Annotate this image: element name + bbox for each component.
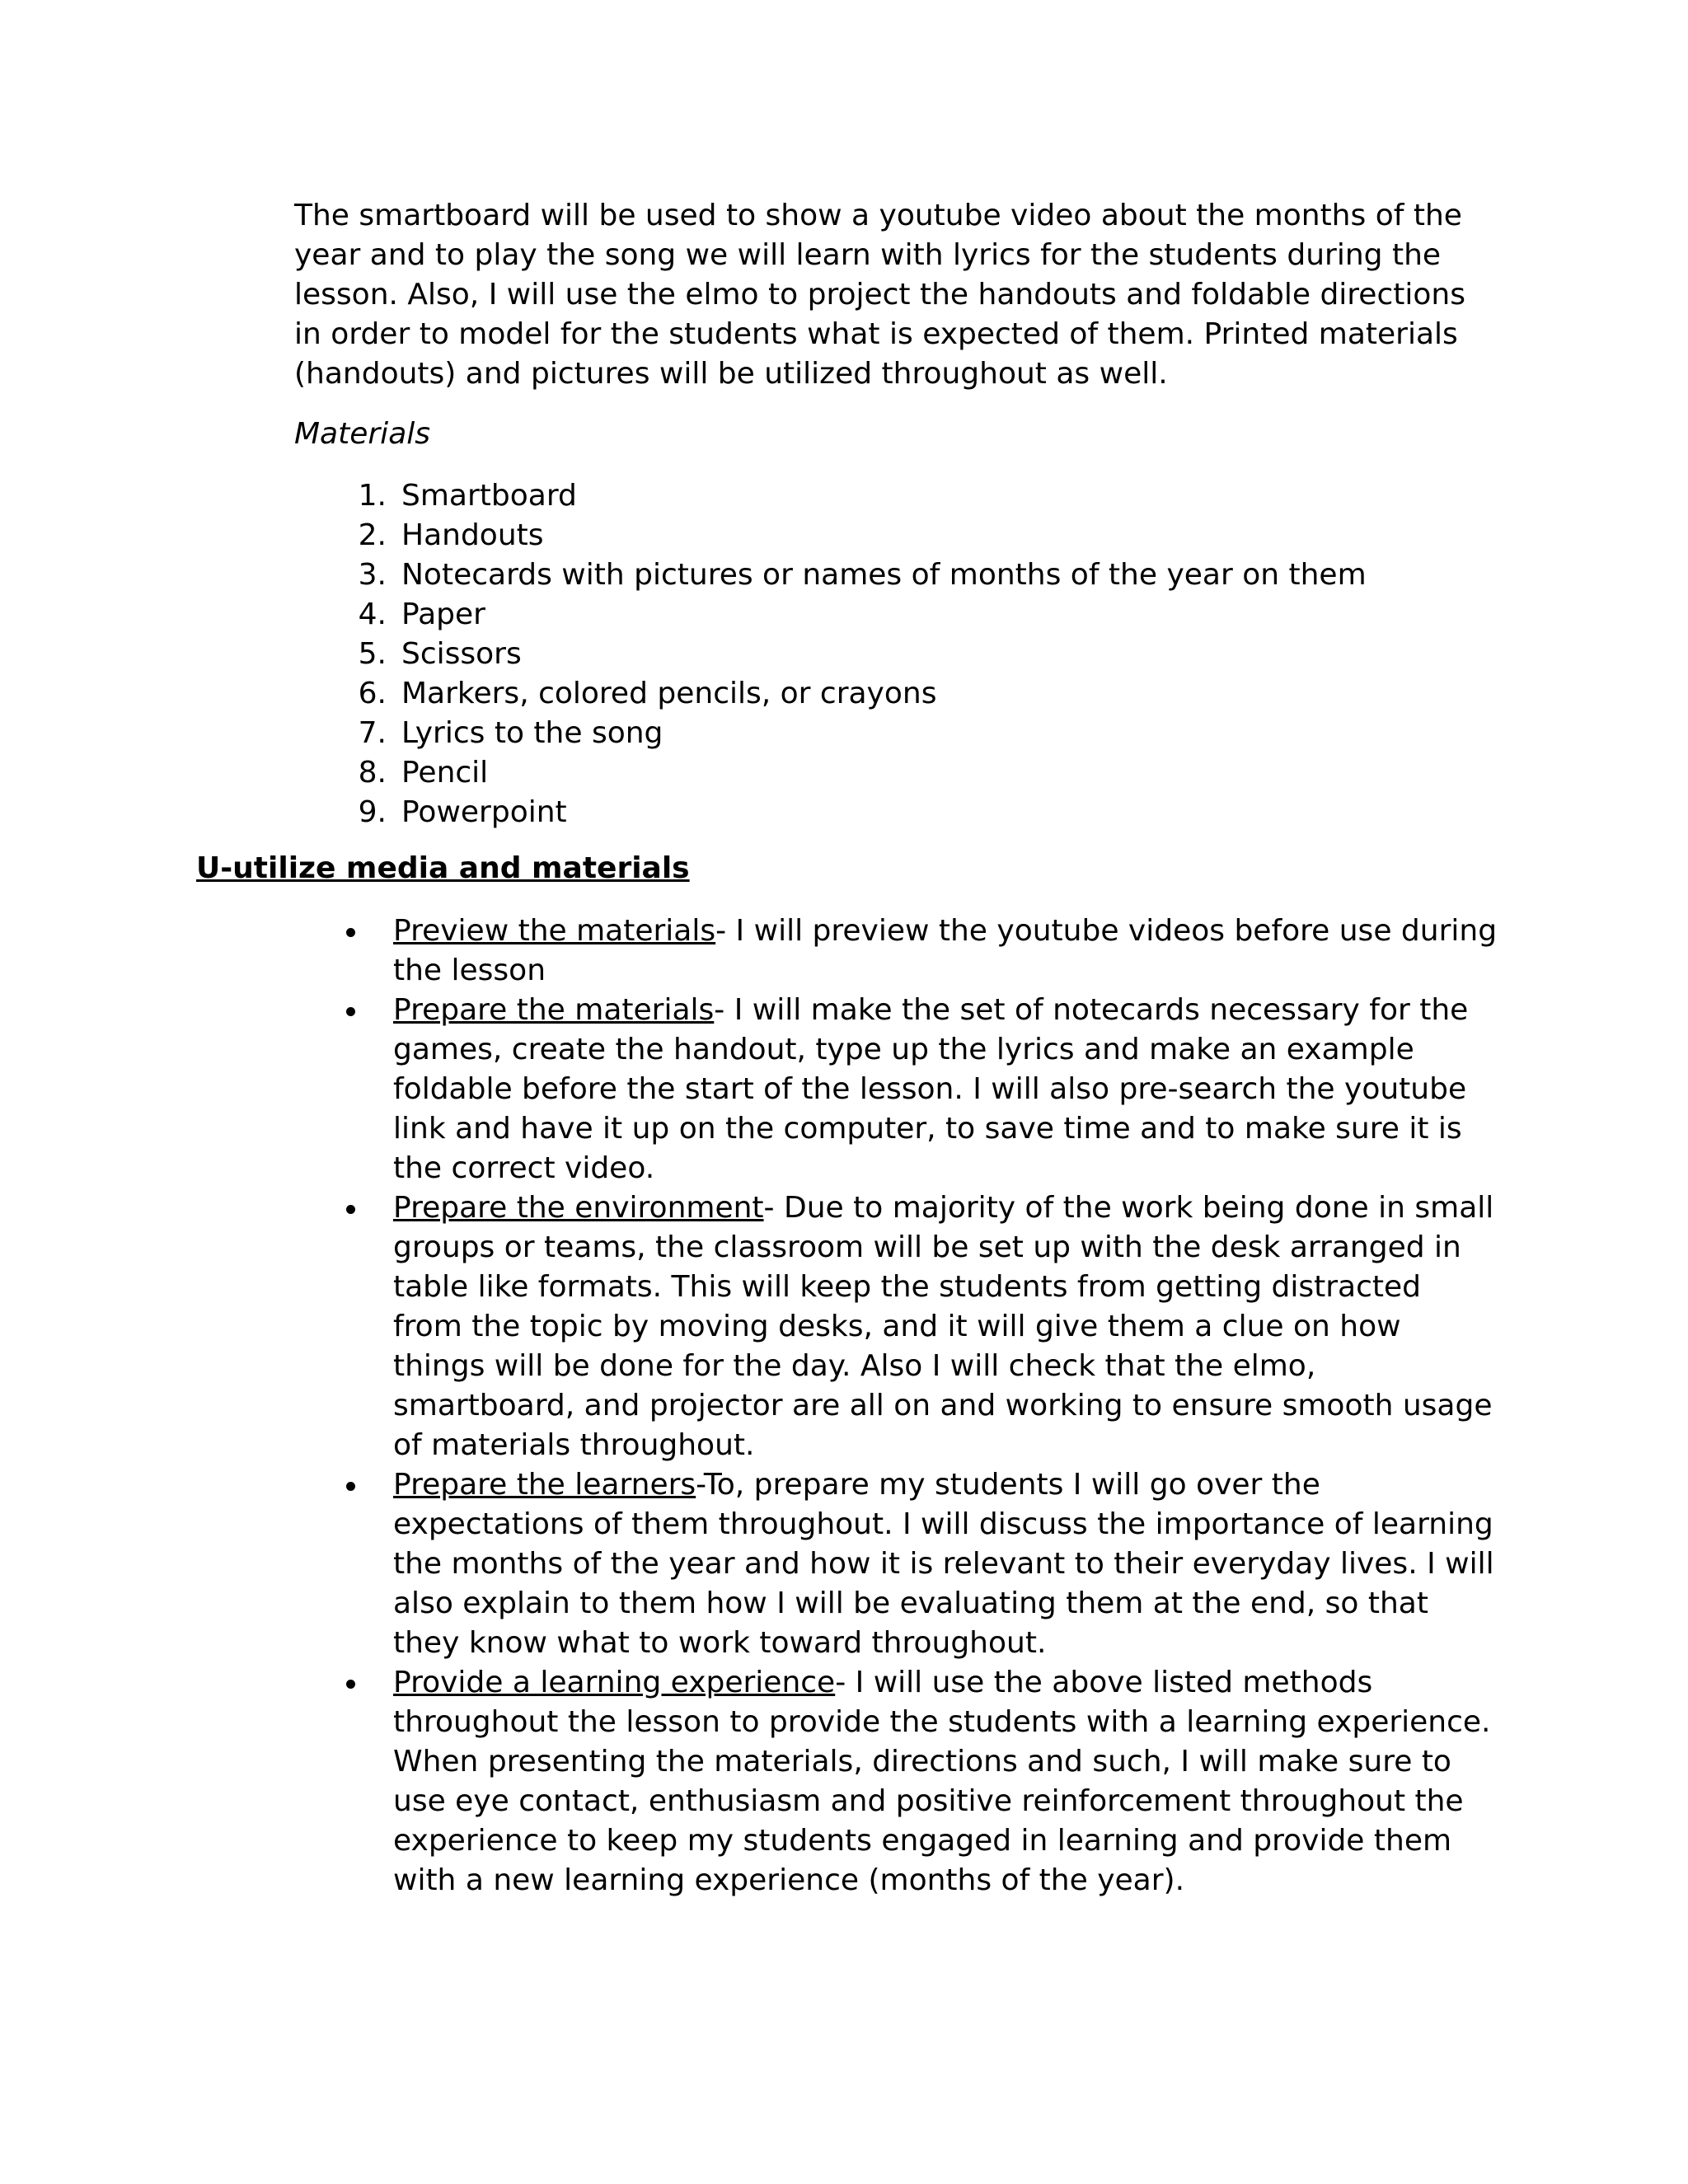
list-number: 5.: [358, 637, 387, 671]
list-number: 7.: [358, 716, 387, 750]
bullet-body: [393, 912, 1498, 991]
list-item: [294, 595, 1498, 635]
list-item: [294, 555, 1498, 595]
list-text: Scissors: [401, 637, 522, 671]
bullet-text: -To, prepare my students I will go over the expectations of them throughout. I will discuss the importance of learning the months of the year and how it is relevant to their everyday lives. I will also explain to them how I will be evaluating them at the end, so that they know what to work toward throughout.: [393, 1468, 1494, 1660]
list-text: Markers, colored pencils, or crayons: [401, 677, 937, 710]
bullet-item: [294, 912, 1498, 991]
list-item: [294, 753, 1498, 793]
bullet-lead: Preview the materials: [393, 914, 716, 948]
bullet-body: [393, 1188, 1498, 1465]
list-item: [294, 476, 1498, 516]
bullet-text: - Due to majority of the work being done in small groups or teams, the classroom will be set up with the desk arranged in table like formats. This will keep the students from getting distracted from the topic by moving desks, and it will give them a clue on how things will be done for the day. Also I will check that the elmo, smartboard, and projector are all on and working to ensure smooth usage of materials throughout.: [393, 1191, 1494, 1462]
list-number: 3.: [358, 558, 387, 592]
list-text: Powerpoint: [401, 795, 567, 829]
bullet-text: - I will make the set of notecards necessary for the games, create the handout, type up the lyrics and make an example foldable before the start of the lesson. I will also pre-search the youtube link and have it up on the computer, to save time and to make sure it is the correct video.: [393, 993, 1469, 1185]
list-text: Lyrics to the song: [401, 716, 663, 750]
list-text: Smartboard: [401, 479, 577, 513]
materials-heading: Materials: [294, 417, 431, 451]
list-item: [294, 635, 1498, 674]
bullet-item: [294, 1465, 1498, 1663]
bullet-item: [294, 1188, 1498, 1465]
list-text: Paper: [401, 598, 485, 631]
bullet-item: [294, 1663, 1498, 1900]
bullet-icon: [294, 1663, 393, 1900]
list-text: Pencil: [401, 756, 489, 790]
list-item: [294, 714, 1498, 753]
list-number: 4.: [358, 598, 387, 631]
list-number: 6.: [358, 677, 387, 710]
bullet-body: [393, 1663, 1498, 1900]
bullet-lead: Provide a learning experience: [393, 1666, 836, 1699]
bullet-icon: [294, 1465, 393, 1663]
list-item: [294, 793, 1498, 832]
bullet-item: [294, 991, 1498, 1188]
bullet-lead: Prepare the learners: [393, 1468, 696, 1502]
materials-list: [294, 476, 1498, 832]
bullet-text: - I will use the above listed methods throughout the lesson to provide the students with a learning experience. When presenting the materials, directions and such, I will make sure to use eye contact, enthusiasm and positive reinforcement throughout the experience to keep my students engaged in learning and provide them with a new learning experience (months of the year).: [393, 1666, 1491, 1897]
bullet-text: - I will preview the youtube videos before use during the lesson: [393, 914, 1498, 987]
bullet-lead: Prepare the environment: [393, 1191, 764, 1225]
list-item: [294, 516, 1498, 555]
list-number: 2.: [358, 518, 387, 552]
bullet-icon: [294, 991, 393, 1188]
bullet-icon: [294, 912, 393, 991]
intro-paragraph: The smartboard will be used to show a youtube video about the months of the year and to play the song we will learn with lyrics for the students during the lesson. Also, I will use the elmo to project the handouts and foldable directions in order to model for the students what is expected of them. Printed materials (handouts) and pictures will be utilized throughout as well.: [294, 199, 1465, 391]
list-number: 1.: [358, 479, 387, 513]
list-number: 9.: [358, 795, 387, 829]
utilize-bullet-list: [294, 912, 1498, 1900]
list-number: 8.: [358, 756, 387, 790]
list-item: [294, 674, 1498, 714]
list-text: Notecards with pictures or names of months of the year on them: [401, 558, 1367, 592]
bullet-lead: Prepare the materials: [393, 993, 715, 1027]
list-text: Handouts: [401, 518, 544, 552]
bullet-body: [393, 1465, 1498, 1663]
section-heading: U-utilize media and materials: [196, 851, 690, 885]
bullet-icon: [294, 1188, 393, 1465]
bullet-body: [393, 991, 1498, 1188]
